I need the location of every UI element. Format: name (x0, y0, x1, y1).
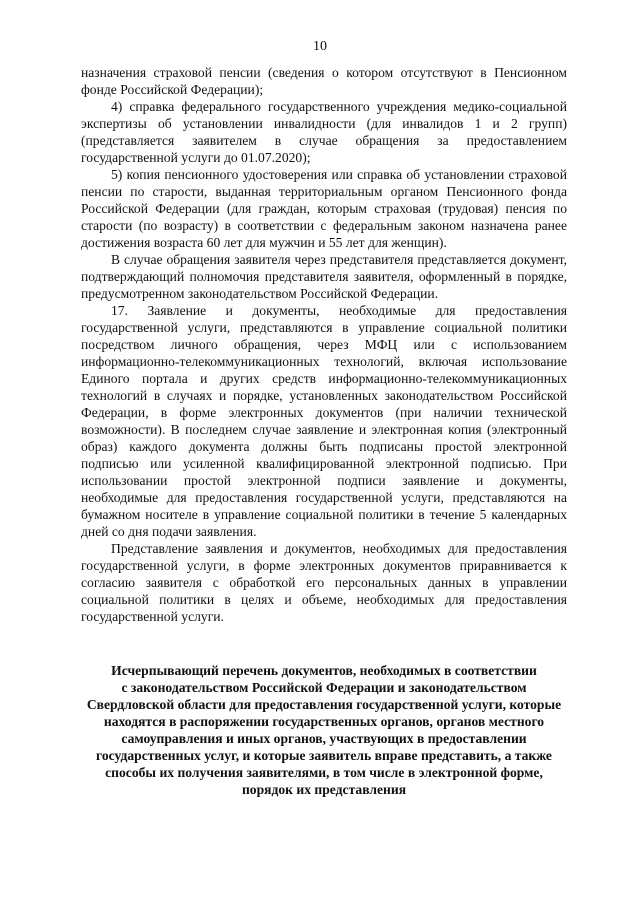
paragraph-item-4: 4) справка федерального государственного учреждения медико-социальной экспертизы об установлении инвалидности (для инвалидов 1 и 2 групп) (представляется заявителем в случае обращения за предоставлением государственной услуги до 01.07.2020); (81, 99, 567, 165)
heading-line: Свердловской области для предоставления государственной услуги, которые (86, 697, 562, 712)
heading-line: с законодательством Российской Федерации и законодательством (121, 680, 527, 695)
paragraph-continuation: назначения страховой пенсии (сведения о котором отсутствуют в Пенсионном фонде Российской Федерации); (81, 65, 567, 97)
heading-line: государственных услуг, и которые заявитель вправе представить, а также (96, 748, 552, 763)
paragraph-clause-17: 17. Заявление и документы, необходимые для предоставления государственной услуги, представляются в управление социальной политики посредством личного обращения, через МФЦ или с использованием информационно-телекоммуникационных технологий, включая использование Единого портала и других средств информационно-телекоммуникационных технологий в случаях и порядке, установленных законодательством Российской Федерации, в форме электронных документов (при наличии технической возможности). В последнем случае заявление и электронная копия (электронный образ) каждого документа должны быть подписаны простой электронной подписью или усиленной квалифицированной электронной подписью. При использовании простой электронной подписи заявление и документы, необходимые для предоставления государственной услуги, представляются на бумажном носителе в управление социальной политики в течение 5 календарных дней со дня подачи заявления. (81, 303, 567, 539)
heading-line: Исчерпывающий перечень документов, необходимых в соответствии (111, 663, 537, 678)
heading-line: порядок их представления (241, 782, 407, 797)
paragraph-electronic-consent: Представление заявления и документов, необходимых для предоставления государственной услуги, в форме электронных документов приравнивается к согласию заявителя с обработкой его персональных данных в управлении социальной политики в целях и объеме, необходимых для предоставления государственной услуги. (81, 541, 567, 624)
heading-line: самоуправления и иных органов, участвующих в предоставлении (121, 731, 527, 746)
paragraph-representative: В случае обращения заявителя через представителя представляется документ, подтверждающий полномочия представителя заявителя, оформленный в порядке, предусмотренном законодательством Российской Федерации. (81, 252, 567, 301)
heading-line: способы их получения заявителями, в том числе в электронной форме, (105, 765, 543, 780)
section-heading (81, 662, 567, 798)
document-body (81, 64, 567, 625)
heading-line: находятся в распоряжении государственных органов, органов местного (103, 714, 545, 729)
page-number: 10 (313, 39, 327, 54)
paragraph-item-5: 5) копия пенсионного удостоверения или справка об установлении страховой пенсии по старости, выданная территориальным органом Пенсионного фонда Российской Федерации (для граждан, которым страховая (трудовая) пенсия по старости (по возрасту) в соответствии с федеральным законом назначена ранее достижения возраста 60 лет для мужчин и 55 лет для женщин). (81, 167, 567, 250)
